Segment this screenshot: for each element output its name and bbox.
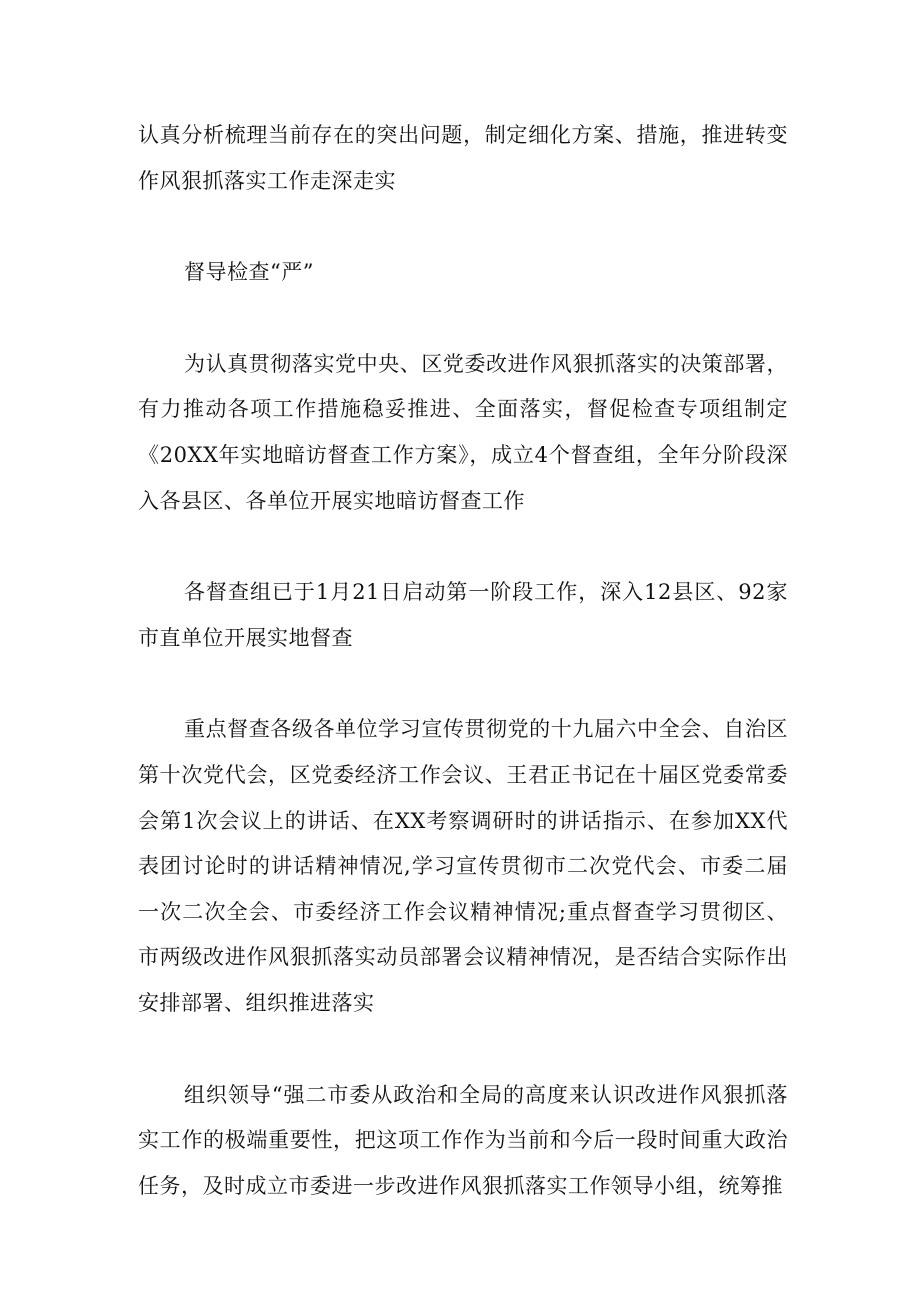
paragraph-3: 为认真贯彻落实党中央、区党委改进作风狠抓落实的决策部署，有力推动各项工作措施稳妥推进、全面落实，督促检查专项组制定《20XX年实地暗访督查工作方案》，成立4个督查组，全年分阶段深入各县区、各单位开展实地暗访督查工作: [138, 351, 788, 513]
document-body: [138, 113, 788, 1255]
paragraph-5: 重点督查各级各单位学习宣传贯彻党的十九届六中全会、自治区第十次党代会，区党委经济工作会议、王君正书记在十届区党委常委会第1次会议上的讲话、在XX考察调研时的讲话指示、在参加XX代表团讨论时的讲话精神情况,学习宣传贯彻市二次党代会、市委二届一次二次全会、市委经济工作会议精神情况;重点督查学习贯彻区、市两级改进作风狠抓落实动员部署会议精神情况，是否结合实际作出安排部署、组织推进落实: [138, 717, 788, 1015]
paragraph-4: 各督查组已于1月21日启动第一阶段工作，深入12县区、92家市直单位开展实地督查: [138, 580, 788, 650]
section-heading: 督导检查“严”: [184, 260, 314, 285]
paragraph-1: 认真分析梳理当前存在的突出问题，制定细化方案、措施，推进转变作风狠抓落实工作走深走实: [138, 123, 788, 193]
paragraph-6: 组织领导“强二市委从政治和全局的高度来认识改进作风狠抓落实工作的极端重要性，把这项工作作为当前和今后一段时间重大政治任务，及时成立市委进一步改进作风狠抓落实工作领导小组，统筹推: [138, 1082, 788, 1198]
